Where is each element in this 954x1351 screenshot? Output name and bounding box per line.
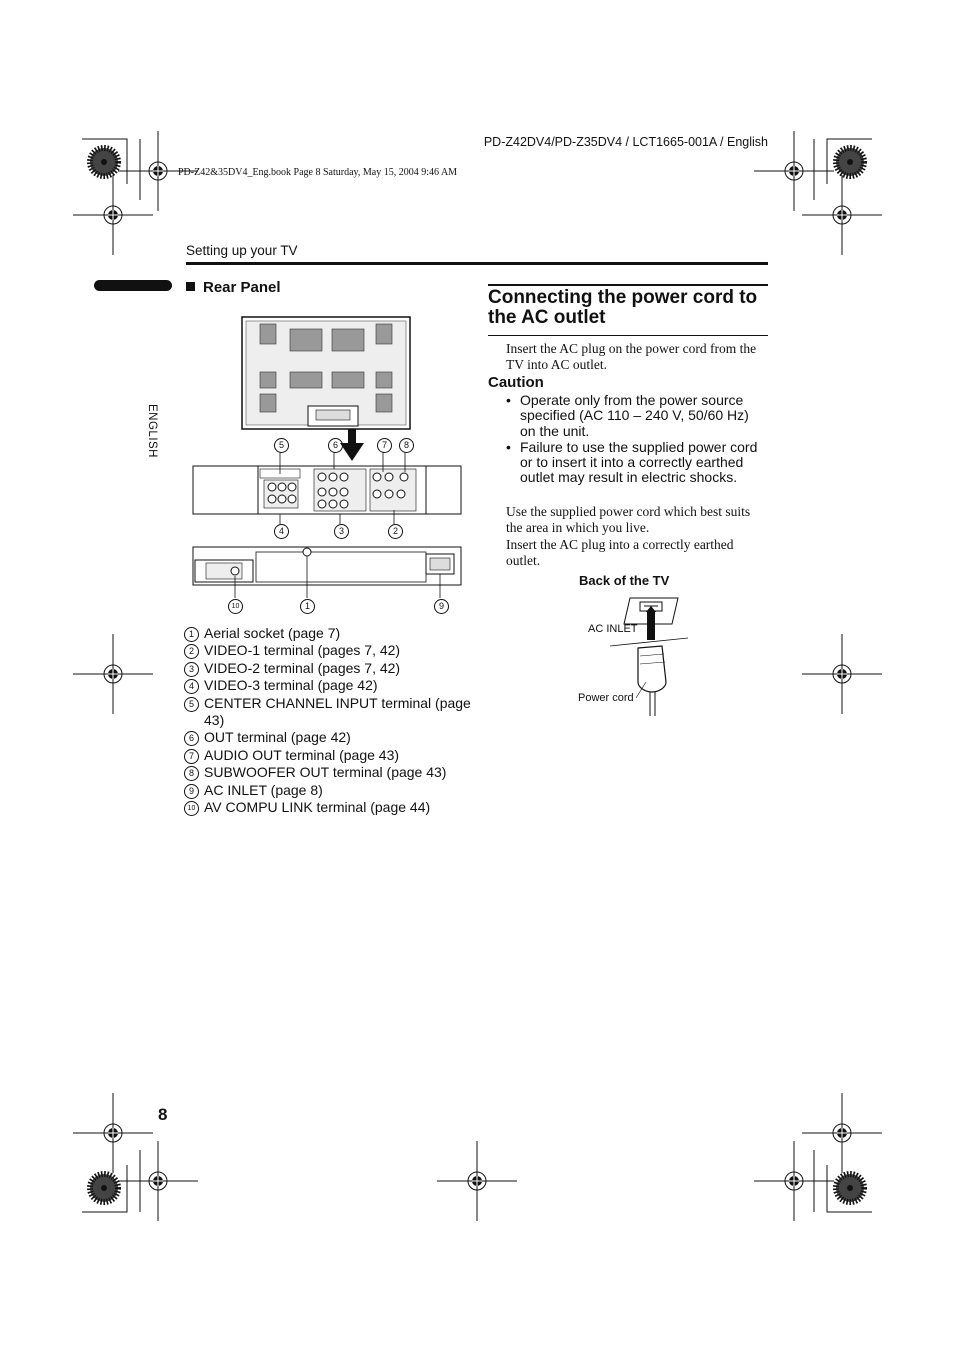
document-id: PD-Z42DV4/PD-Z35DV4 / LCT1665-001A / English	[483, 135, 768, 149]
figure-title: Back of the TV	[579, 573, 670, 588]
callout-6: 6	[328, 438, 343, 453]
power-paragraph-2: Insert the AC plug into a correctly earthed outlet.	[506, 537, 734, 568]
item-text: OUT terminal (page 42)	[204, 729, 351, 746]
rear-panel-diagram	[190, 314, 465, 614]
item-text: SUBWOOFER OUT terminal (page 43)	[204, 764, 447, 781]
heading-rule-top	[488, 284, 768, 286]
caution-list	[506, 393, 768, 487]
list-item	[184, 642, 474, 659]
callout-9: 9	[434, 599, 449, 614]
item-number: 10	[184, 801, 199, 816]
power-cord-label: Power cord	[578, 692, 634, 704]
item-number: 1	[184, 627, 199, 642]
callout-7: 7	[377, 438, 392, 453]
list-item	[184, 625, 474, 642]
item-text: AUDIO OUT terminal (page 43)	[204, 746, 400, 763]
item-number: 8	[184, 766, 199, 781]
caution-heading: Caution	[488, 374, 544, 391]
section-label: Setting up your TV	[186, 243, 298, 258]
item-text: AC INLET (page 8)	[204, 781, 323, 798]
item-number: 7	[184, 749, 199, 764]
callout-3: 3	[334, 524, 349, 539]
item-text: AV COMPU LINK terminal (page 44)	[204, 799, 431, 816]
caution-item: • Failure to use the supplied power cord or to insert it into a correctly earthed outlet may result in electric shocks.	[506, 440, 768, 486]
item-text: VIDEO-2 terminal (pages 7, 42)	[204, 659, 401, 676]
item-text: CENTER CHANNEL INPUT terminal (page 43)	[204, 694, 471, 729]
language-tab	[94, 280, 172, 291]
power-paragraph-1: Use the supplied power cord which best suits the area in which you live.	[506, 504, 751, 535]
item-number: 2	[184, 644, 199, 659]
list-item	[184, 799, 474, 816]
caution-item: • Operate only from the power source specified (AC 110 – 240 V, 50/60 Hz) on the unit.	[506, 393, 768, 439]
list-item	[184, 782, 474, 799]
list-item	[184, 747, 474, 764]
list-item	[184, 660, 474, 677]
item-text: VIDEO-3 terminal (page 42)	[204, 677, 378, 694]
callout-1: 1	[300, 599, 315, 614]
item-text: VIDEO-1 terminal (pages 7, 42)	[204, 642, 401, 659]
item-number: 6	[184, 731, 199, 746]
item-number: 4	[184, 679, 199, 694]
item-number: 3	[184, 662, 199, 677]
rear-panel-heading	[186, 279, 281, 296]
ac-inlet-label: AC INLET	[588, 623, 638, 635]
callout-4: 4	[274, 524, 289, 539]
list-item	[184, 695, 474, 730]
language-label: ENGLISH	[146, 404, 158, 458]
square-bullet-icon	[186, 282, 195, 291]
callout-8: 8	[399, 438, 414, 453]
power-intro: Insert the AC plug on the power cord from the TV into AC outlet.	[506, 341, 757, 372]
power-heading: Connecting the power cord to the AC outlet	[488, 287, 758, 328]
item-text: Aerial socket (page 7)	[204, 625, 341, 641]
list-item	[184, 677, 474, 694]
callout-5: 5	[274, 438, 289, 453]
book-info-line: PD-Z42&35DV4_Eng.book Page 8 Saturday, May 15, 2004 9:46 AM	[178, 167, 458, 178]
list-item	[184, 729, 474, 746]
item-number: 5	[184, 697, 199, 712]
page-number: 8	[158, 1105, 168, 1124]
heading-rule-bottom	[488, 335, 768, 336]
terminal-list	[184, 625, 474, 816]
list-item	[184, 764, 474, 781]
item-number: 9	[184, 784, 199, 799]
callout-2: 2	[388, 524, 403, 539]
rear-panel-title: Rear Panel	[203, 279, 281, 296]
callout-10: 10	[228, 599, 243, 614]
section-rule	[186, 262, 768, 265]
